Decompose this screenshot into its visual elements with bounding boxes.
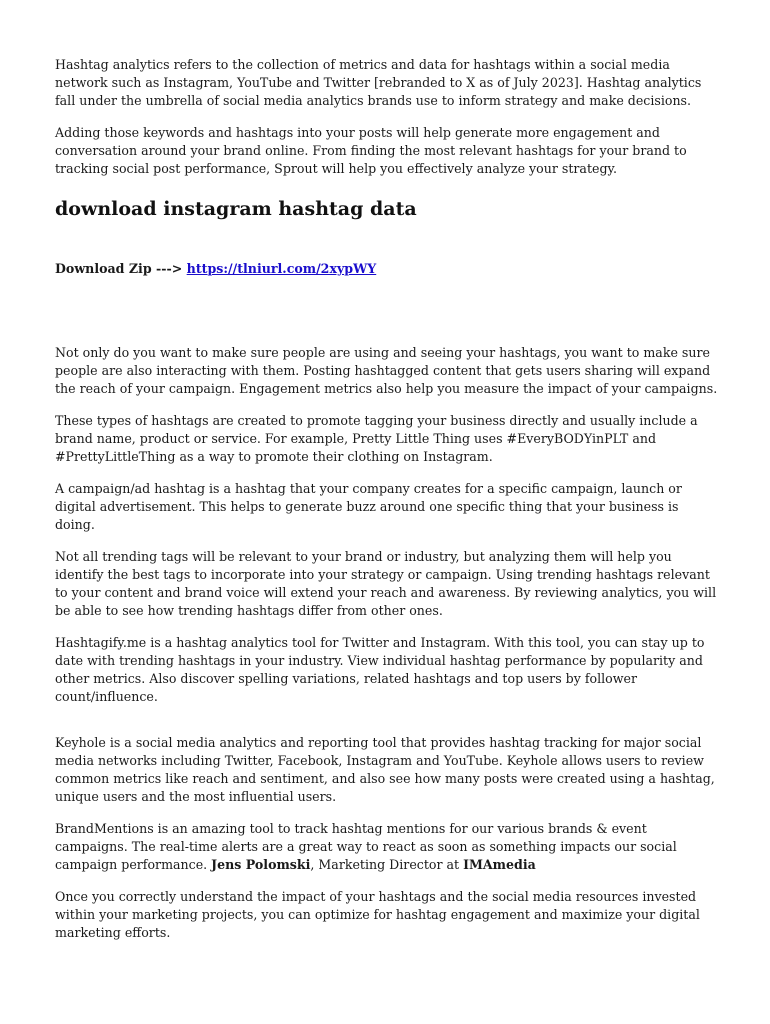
intro-paragraph-1: Hashtag analytics refers to the collection of metrics and data for hashtags within a social media network such as Instagram, YouTube and Twitter [rebranded to X as of July 2023]. Hashtag analytics fall under the umbrella of social media analytics brands use to inform strategy and make decisions. [55,57,702,108]
download-link[interactable]: https://tlniurl.com/2xypWY [186,261,377,276]
quote-company: IMAmedia [463,857,536,872]
download-line [55,260,720,278]
body-paragraph-5: Hashtagify.me is a hashtag analytics tool for Twitter and Instagram. With this tool, you can stay up to date with trending hashtags in your industry. View individual hashtag performance by popularity and other metrics. Also discover spelling variations, related hashtags and top users by follower count/influence. [55,635,705,704]
download-label: Download Zip ---> [55,261,183,276]
closing-paragraph: Once you correctly understand the impact of your hashtags and the social media resources invested within your marketing projects, you can optimize for hashtag engagement and maximize your digital marketing efforts. [55,889,700,940]
document-content [55,56,720,942]
page-heading: download instagram hashtag data [55,198,417,220]
intro-paragraph-2: Adding those keywords and hashtags into your posts will help generate more engagement and conversation around your brand online. From finding the most relevant hashtags for your brand to tracking social post performance, Sprout will help you effectively analyze your strategy. [55,125,687,176]
quote-text: BrandMentions is an amazing tool to track hashtag mentions for our various brands & event campaigns. The real-time alerts are a great way to react as soon as something impacts our social campaign performance. [55,821,677,872]
quote-role: , Marketing Director at [310,857,464,872]
spacer [55,278,720,344]
quote-author: Jens Polomski [211,857,311,872]
body-paragraph-2: These types of hashtags are created to promote tagging your business directly and usually include a brand name, product or service. For example, Pretty Little Thing uses #EveryBODYinPLT and #PrettyLittleThing as a way to promote their clothing on Instagram. [55,413,698,464]
body-paragraph-6: Keyhole is a social media analytics and reporting tool that provides hashtag tracking for major social media networks including Twitter, Facebook, Instagram and YouTube. Keyhole allows users to review common metrics like reach and sentiment, and also see how many posts were created using a hashtag, unique users and the most influential users. [55,735,715,804]
body-paragraph-4: Not all trending tags will be relevant to your brand or industry, but analyzing them will help you identify the best tags to incorporate into your strategy or campaign. Using trending hashtags relevant to your content and brand voice will extend your reach and awareness. By reviewing analytics, you will be able to see how trending hashtags differ from other ones. [55,549,717,618]
body-paragraph-1: Not only do you want to make sure people are using and seeing your hashtags, you want to make sure people are also interacting with them. Posting hashtagged content that gets users sharing will expand the reach of your campaign. Engagement metrics also help you measure the impact of your campaigns. [55,345,718,396]
quote-paragraph [55,820,720,874]
body-paragraph-3: A campaign/ad hashtag is a hashtag that your company creates for a specific campaign, launch or digital advertisement. This helps to generate buzz around one specific thing that your business is doing. [55,481,682,532]
